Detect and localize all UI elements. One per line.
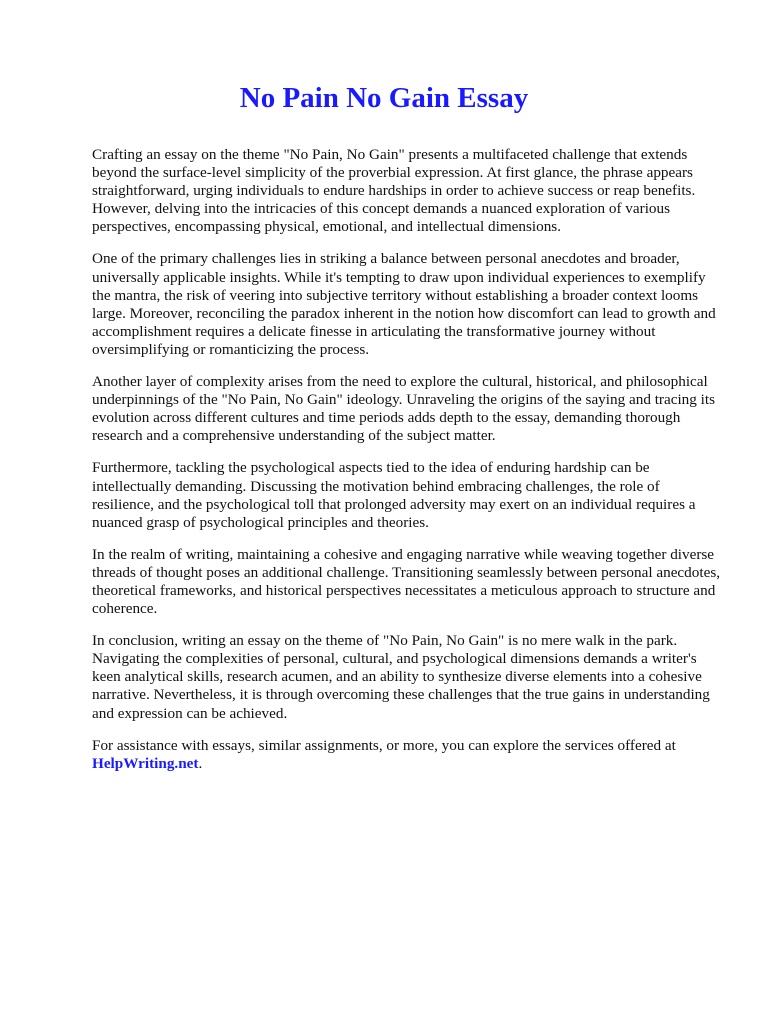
paragraph-3: Another layer of complexity arises from the need to explore the cultural, historical, and philosophical underpinnings of the "No Pain, No Gain" ideology. Unraveling the origins of the saying and tracing its evolution across different cultures and time periods adds depth to the essay, demanding thorough research and a comprehensive understanding of the subject matter.: [92, 373, 716, 445]
helpwriting-link[interactable]: HelpWriting.net: [92, 754, 199, 772]
paragraph-2: One of the primary challenges lies in striking a balance between personal anecdotes and broader, universally applicable insights. While it's tempting to draw upon individual experiences to exemplify the mantra, the risk of veering into subjective territory without establishing a broader context looms large. Moreover, reconciling the paradox inherent in the notion how discomfort can lead to growth and accomplishment requires a delicate finesse in articulating the transformative journey without oversimplifying or romanticizing the process.: [92, 250, 716, 358]
closing-period: .: [198, 754, 203, 772]
essay-body: [92, 146, 724, 787]
closing-text: For assistance with essays, similar assignments, or more, you can explore the services offered at: [92, 736, 676, 754]
paragraph-6: In conclusion, writing an essay on the theme of "No Pain, No Gain" is no mere walk in the park. Navigating the complexities of personal, cultural, and psychological dimensions demands a writer's keen analytical skills, research acumen, and an ability to synthesize diverse elements into a cohesive narrative. Nevertheless, it is through overcoming these challenges that the true gains in understanding and expression can be achieved.: [92, 632, 710, 722]
paragraph-5: In the realm of writing, maintaining a cohesive and engaging narrative while weaving together diverse threads of thought poses an additional challenge. Transitioning seamlessly between personal anecdotes, theoretical frameworks, and historical perspectives necessitates a meticulous approach to structure and coherence.: [92, 545, 721, 618]
page-title: No Pain No Gain Essay: [239, 82, 529, 114]
paragraph-4: Furthermore, tackling the psychological aspects tied to the idea of enduring hardship can be intellectually demanding. Discussing the motivation behind embracing challenges, the role of resilience, and the psychological toll that prolonged adversity may exert on an individual requires a nuanced grasp of psychological principles and theories.: [92, 459, 696, 531]
paragraph-1: Crafting an essay on the theme "No Pain, No Gain" presents a multifaceted challenge that extends beyond the surface-level simplicity of the proverbial expression. At first glance, the phrase appears straightforward, urging individuals to endure hardships in order to achieve success or reap benefits. However, delving into the intricacies of this concept demands a nuanced exploration of various perspectives, encompassing physical, emotional, and intellectual dimensions.: [92, 146, 696, 236]
closing-paragraph: [92, 737, 724, 773]
